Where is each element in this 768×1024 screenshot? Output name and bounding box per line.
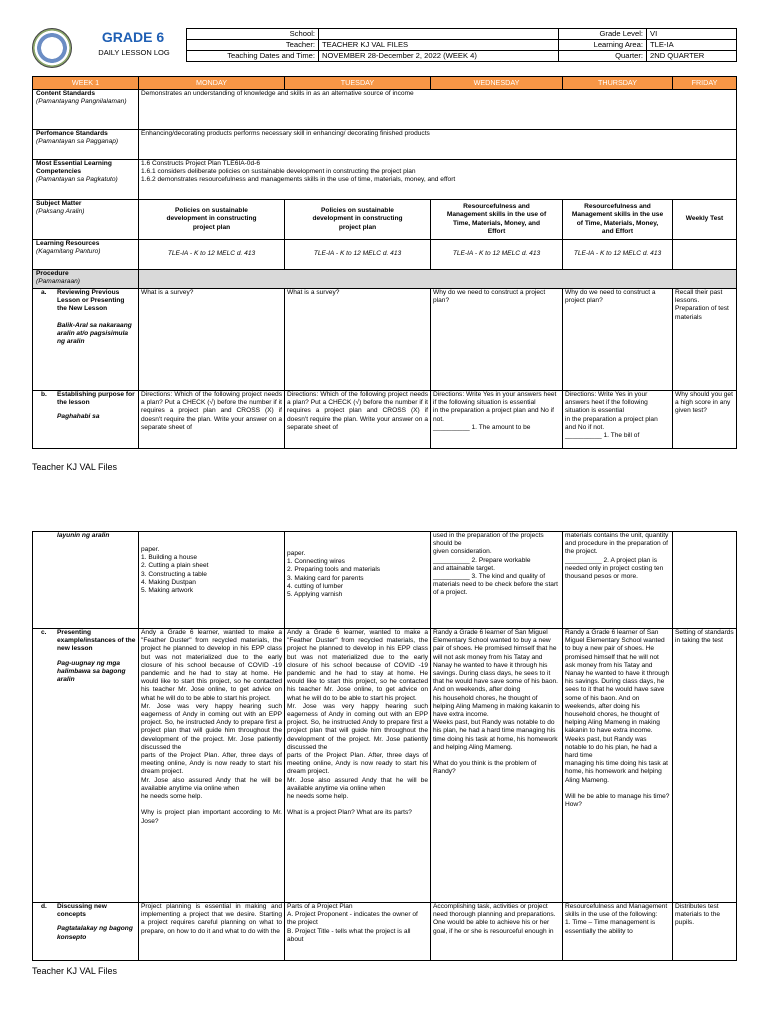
subject-tuesday: Policies on sustainable development in constructing project plan [285,200,431,240]
step-c-row [33,629,737,903]
grade-title: GRADE 6 [101,29,165,45]
competency-line: 1.6.2 demonstrates resourcefulness and managements skills in the use of time, materials, money, and effort [141,176,456,184]
row-label: Procedure [36,270,69,277]
week-row [33,77,737,90]
resources-row [33,240,737,270]
performance-standards-row [33,130,737,160]
row-label: Most Essential Learning Competencies [36,160,112,176]
resource-monday: TLE-IA - K to 12 MELC d. 413 [139,240,285,270]
header-table [186,28,737,62]
step-b-wednesday: Directions: Write Yes in your answers heet if the following situation is essential in the preparation a project plan and No if not. __________ 1. The amount to be [431,391,563,449]
school-label: School: [187,29,319,40]
performance-standards-text: Enhancing/decorating products performs necessary skill in enhancing/ decorating finished products [139,130,737,160]
row-label: Subject Matter [36,200,82,207]
step-a-row [33,289,737,391]
step-letter: a. [41,289,47,296]
step-d-monday: Project planning is essential in making and implementing a project that we desire. Starting a project requires careful planning on what to prepare, on how to do it and what to do with the [139,903,285,961]
step-sublabel: Pag-uugnay ng mga halimbawa sa bagong aralin [57,659,126,684]
day-monday: MONDAY [139,77,285,90]
subject-matter-row [33,200,737,240]
step-d-wednesday: Accomplishing task, activities or project need thorough planning and preparations. One would be able to achieve his or her goal, if he or she is resourceful enough in [431,903,563,961]
row-sublabel: (Kagamitang Panturo) [36,248,101,256]
step-label: Discussing new concepts [57,903,107,919]
dll-header [32,28,736,68]
step-a-wednesday: Why do we need to construct a project plan? [431,289,563,391]
step-d-tuesday: Parts of a Project Plan A. Project Proponent - indicates the owner of the project B. Project Title - tells what the project is all about [285,903,431,961]
step-letter: d. [41,903,47,910]
teacher-label: Teacher: [187,40,319,51]
step-a-friday: Recall their past lessons. Preparation of test materials [673,289,737,391]
subject-wednesday: Resourcefulness and Management skills in the use of Time, Materials, Money, and Effort [431,200,563,240]
step-sublabel: Pagtatalakay ng bagong konsepto [57,925,133,941]
step-b-monday-cont: paper. 1. Building a house 2. Cutting a plain sheet 3. Constructing a table 4. Making Dustpan 5. Making artwork [139,532,285,629]
resource-thursday: TLE-IA - K to 12 MELC d. 413 [563,240,673,270]
day-thursday: THURSDAY [563,77,673,90]
grade-level-label: Grade Level: [559,29,647,40]
resource-wednesday: TLE-IA - K to 12 MELC d. 413 [431,240,563,270]
row-sublabel: (Pamantayan sa Pagkatuto) [36,176,118,184]
row-label: Content Standards [36,90,95,97]
step-c-thursday: Randy a Grade 6 learner of San Miguel Elementary School wanted to buy a new pair of shoes. He promised himself that he will not ask money from his Tatay and Nanay he wanted to have it through his savings. During class days, he sees to it that he would have save some of his baon. And on weekends, after doing his household chores, he thought of helping Aling Mameng in making kakanin to have extra income. Weeks past, but Randy was notable to do his plan, he had a hard time managing his time doing his task at home, his homework and helping Aling Mameng. Will he be able to manage his time? How? [563,629,673,903]
grade-level-value: VI [647,29,737,40]
learning-area-label: Learning Area: [559,40,647,51]
lesson-table-page2 [32,531,737,961]
step-c-wednesday: Randy a Grade 6 learner of San Miguel Elementary School wanted to buy a new pair of shoes. He promised himself that he will not ask money from his Tatay and Nanay he wanted to have it through his savings. During class days, he sees to it that he would have save some of his baon. And on weekends, after doing his household chores, he thought of helping Aling Mameng in making kakanin to have extra income. Weeks past, but Randy was notable to do his plan, he had a hard time managing his time doing his task at home, his homework and helping Aling Mameng. What do you think is the problem of Randy? [431,629,563,903]
step-b-thursday-cont: materials contains the unit, quantity and procedure in the preparation of the project. __________ 2. A project plan is needed only in project costing ten thousand pesos or more. [563,532,673,629]
content-standards-row [33,90,737,130]
step-b-wednesday-cont: used in the preparation of the projects should be given consideration. __________ 2. Prepare workable and attainable target. __________ 3. The kind and quality of materials need to be check before the start of a project. [431,532,563,629]
step-b-row [33,391,737,449]
subject-friday: Weekly Test [673,200,737,240]
step-sublabel: Balik-Aral sa nakaraang aralin at/o pagsisimula ng aralin [57,321,132,346]
lesson-table-page1 [32,76,737,449]
page-footer: Teacher KJ VAL Files [32,966,118,976]
step-c-tuesday: Andy a Grade 6 learner, wanted to make a "Feather Duster" from recycled materials, the project he planned to develop in his EPP class but was not materialized due to the early closure of his school because of COVID -19 pandemic and he had to stay at home. He would like to start this project, so he contacted his teacher Mr. Jose online, to get advice on what he will do to be able to start his project. Mr. Jose was very happy hearing such eagerness of Andy in coming out with an EPP project. So, he instructed Andy to prepare first a project plan that will guide him throughout the development of the project. Mr. Jose patiently discussed the parts of the Project Plan. After, three days of meeting online, Andy is now ready to start his dream project. Mr. Jose also assured Andy that he will be available anytime via online when he needs some help. What is a project Plan? What are its parts? [285,629,431,903]
dates-value: NOVEMBER 28-December 2, 2022 (WEEK 4) [319,51,559,62]
day-friday: FRIDAY [673,77,737,90]
content-standards-text: Demonstrates an understanding of knowledge and skills in as an alternative source of income [139,90,737,130]
step-label: Establishing purpose for the lesson [57,391,135,407]
page-footer: Teacher KJ VAL Files [32,462,118,472]
row-sublabel: (Pamantayan sa Pagganap) [36,138,119,146]
competency-line: 1.6 Constructs Project Plan TLE6IA-0d-6 [141,160,260,167]
log-title: DAILY LESSON LOG [98,48,170,57]
learning-area-value: TLE-IA [647,40,737,51]
day-wednesday: WEDNESDAY [431,77,563,90]
step-b-continued-row [33,532,737,629]
step-sublabel: Paghahabi sa [57,413,100,421]
step-c-friday: Setting of standards in taking the test [673,629,737,903]
subject-monday: Policies on sustainable development in constructing project plan [139,200,285,240]
step-b-tuesday: Directions: Which of the following project needs a plan? Put a CHECK (√) before the number if it requires a project plan and CROSS (X) if doesn't require the plan. Write your answer on a separate sheet of [285,391,431,449]
subject-thursday: Resourcefulness and Management skills in the use of Time, Materials, Money, and Effort [563,200,673,240]
competency-line: 1.6.1 considers deliberate policies on sustainable development in constructing the project plan [141,168,416,176]
step-d-row [33,903,737,961]
row-label: Perfomance Standards [36,130,108,137]
quarter-value: 2ND QUARTER [647,51,737,62]
row-sublabel: (Pamantayang Pangnilalaman) [36,98,127,106]
row-label: Learning Resources [36,240,100,247]
step-sublabel: layunin ng aralin [33,532,139,629]
step-b-friday: Why should you get a high score in any given test? [673,391,737,449]
deped-seal-icon [32,28,72,68]
step-b-monday: Directions: Which of the following project needs a plan? Put a CHECK (√) before the number if it requires a project plan and CROSS (X) if doesn't require the plan. Write your answer on a separate sheet of [139,391,285,449]
step-a-tuesday: What is a survey? [285,289,431,391]
procedure-row [33,270,737,289]
step-a-thursday: Why do we need to construct a project plan? [563,289,673,391]
step-b-tuesday-cont: paper. 1. Connecting wires 2. Preparing tools and materials 3. Making card for parents 4. cutting of lumber 5. Applying varnish [285,532,431,629]
step-a-monday: What is a survey? [139,289,285,391]
teacher-value: TEACHER KJ VAL FILES [319,40,559,51]
step-letter: b. [41,391,47,398]
competencies-row [33,160,737,200]
step-label: Presenting example/instances of the new lesson [57,629,136,653]
day-tuesday: TUESDAY [285,77,431,90]
dates-label: Teaching Dates and Time: [187,51,319,62]
row-sublabel: (Pamamaraan) [36,278,80,286]
step-d-friday: Distributes test materials to the pupils. [673,903,737,961]
step-label: Reviewing Previous Lesson or Presenting the New Lesson [57,289,125,313]
step-b-thursday: Directions: Write Yes in your answers heet if the following situation is essential in the preparation a project plan and No if not. __________ 1. The bill of [563,391,673,449]
step-d-thursday: Resourcefulness and Management skills in the use of the following: 1. Time – Time management is essentially the ability to [563,903,673,961]
school-value [319,29,559,40]
resource-tuesday: TLE-IA - K to 12 MELC d. 413 [285,240,431,270]
step-c-monday: Andy a Grade 6 learner, wanted to make a "Feather Duster" from recycled materials, the project he planned to develop in his EPP class but was not materialized due to the early closure of his school because of COVID -19 pandemic and he had to stay at home. He would like to start this project, so he contacted his teacher Mr. Jose online, to get advice on what he will do to be able to start his project. Mr. Jose was very happy hearing such eagerness of Andy in coming out with an EPP project. So, he instructed Andy to prepare first a project plan that will guide him throughout the development of the project. Mr. Jose patiently discussed the parts of the Project Plan. After, three days of meeting online, Andy is now ready to start his dream project. Mr. Jose also assured Andy that he will be available anytime via online when he needs some help. Why is project plan important according to Mr. Jose? [139,629,285,903]
quarter-label: Quarter: [559,51,647,62]
row-sublabel: (Paksang Aralin) [36,208,85,216]
week-label: WEEK 1 [33,77,139,90]
step-letter: c. [41,629,47,636]
